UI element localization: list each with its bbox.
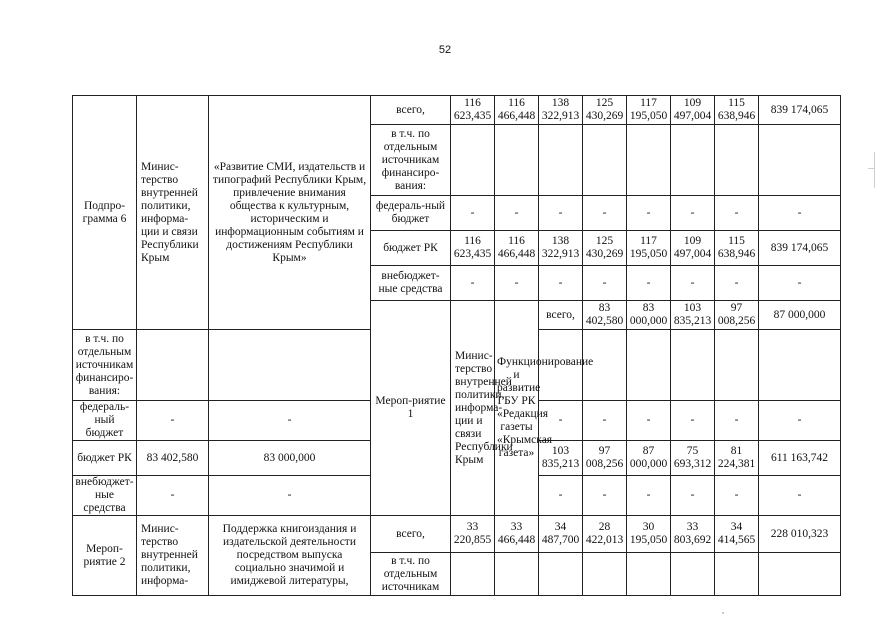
- dash-cell: -: [715, 196, 759, 231]
- description-cell: Поддержка книгоиздания и издательской деятельности посредством выпуска социально значимой и имиджевой литературы,: [209, 516, 371, 596]
- value-cell: 83 000,000: [627, 301, 671, 330]
- dash-cell: -: [451, 196, 495, 231]
- value-cell: 33 803,692: [671, 516, 715, 553]
- source-label-federal: федераль-ный бюджет: [73, 401, 137, 441]
- source-label-federal: федераль-ный бюджет: [371, 196, 451, 231]
- row-name-cell: Подпро-грамма 6: [73, 96, 137, 330]
- scan-edge-mark: [868, 168, 874, 169]
- dash-cell: -: [715, 401, 759, 441]
- scan-dust-dot: [722, 612, 724, 614]
- dash-cell: -: [539, 476, 583, 516]
- value-cell: 109 497,004: [671, 96, 715, 125]
- description-cell: «Развитие СМИ, издательств и типографий Республики Крым, привлечение внимания общества к культурным, историческим и информационным событиям и достижениям Республики Крым»: [209, 96, 371, 330]
- executor-cell: Минис-терство внутренней политики, информа-ции и связи Республики Крым: [451, 301, 495, 516]
- value-cell: 87 000,000: [627, 441, 671, 476]
- value-cell: 116 623,435: [451, 231, 495, 266]
- dash-cell: -: [495, 266, 539, 301]
- dash-cell: -: [627, 266, 671, 301]
- value-cell: 138 322,913: [539, 96, 583, 125]
- dash-cell: -: [759, 476, 841, 516]
- dash-cell: -: [759, 401, 841, 441]
- value-cell: 97 008,256: [715, 301, 759, 330]
- dash-cell: -: [715, 266, 759, 301]
- value-cell: 116 623,435: [451, 96, 495, 125]
- value-cell: 115 638,946: [715, 96, 759, 125]
- value-cell: 75 693,312: [671, 441, 715, 476]
- dash-cell: -: [209, 476, 371, 516]
- description-cell: Функционирование и развитие ГБУ РК «Редакция газеты «Крымская газета»: [495, 301, 539, 516]
- value-cell: 87 000,000: [759, 301, 841, 330]
- source-label-including: в т.ч. по отдельным источникам финансиро-вания:: [371, 125, 451, 196]
- executor-cell: Минис-терство внутренней политики, информа-: [137, 516, 209, 596]
- dash-cell: -: [495, 196, 539, 231]
- page-number: 52: [438, 44, 452, 56]
- value-cell: 611 163,742: [759, 441, 841, 476]
- row-name-cell: Мероп-риятие 1: [371, 301, 451, 516]
- dash-cell: -: [137, 476, 209, 516]
- value-cell: 34 487,700: [539, 516, 583, 553]
- scan-edge-mark: [874, 152, 875, 188]
- dash-cell: -: [539, 196, 583, 231]
- source-label-extra: внебюджет-ные средства: [371, 266, 451, 301]
- row-name-cell: Мероп-риятие 2: [73, 516, 137, 596]
- dash-cell: -: [671, 266, 715, 301]
- source-label-budget-rk: бюджет РК: [73, 441, 137, 476]
- value-cell: 839 174,065: [759, 96, 841, 125]
- value-cell: 81 224,381: [715, 441, 759, 476]
- dash-cell: -: [671, 476, 715, 516]
- dash-cell: -: [759, 266, 841, 301]
- dash-cell: -: [671, 196, 715, 231]
- dash-cell: -: [539, 266, 583, 301]
- source-label-extra: внебюджет-ные средства: [73, 476, 137, 516]
- financing-table: [72, 95, 841, 596]
- dash-cell: -: [715, 476, 759, 516]
- dash-cell: -: [627, 196, 671, 231]
- value-cell: 138 322,913: [539, 231, 583, 266]
- dash-cell: -: [627, 401, 671, 441]
- dash-cell: -: [209, 401, 371, 441]
- executor-cell: Минис-терство внутренней политики, информа-ции и связи Республики Крым: [137, 96, 209, 330]
- dash-cell: -: [539, 401, 583, 441]
- value-cell: 83 000,000: [209, 441, 371, 476]
- dash-cell: -: [671, 401, 715, 441]
- value-cell: 83 402,580: [583, 301, 627, 330]
- value-cell: 228 010,323: [759, 516, 841, 553]
- value-cell: 117 195,050: [627, 96, 671, 125]
- dash-cell: -: [451, 266, 495, 301]
- source-label-total: всего,: [371, 516, 451, 553]
- table-row: [73, 96, 841, 125]
- source-label-budget-rk: бюджет РК: [371, 231, 451, 266]
- table-row: [73, 516, 841, 553]
- source-label-total: всего,: [371, 96, 451, 125]
- dash-cell: -: [759, 196, 841, 231]
- value-cell: 103 835,213: [671, 301, 715, 330]
- value-cell: 116 466,448: [495, 231, 539, 266]
- value-cell: 103 835,213: [539, 441, 583, 476]
- dash-cell: -: [627, 476, 671, 516]
- value-cell: 28 422,013: [583, 516, 627, 553]
- value-cell: 117 195,050: [627, 231, 671, 266]
- dash-cell: -: [583, 266, 627, 301]
- source-label-including: в т.ч. по отдельным источникам: [371, 553, 451, 596]
- value-cell: 34 414,565: [715, 516, 759, 553]
- dash-cell: -: [583, 476, 627, 516]
- source-label-including: в т.ч. по отдельным источникам финансиро-вания:: [73, 330, 137, 401]
- dash-cell: -: [583, 401, 627, 441]
- value-cell: 839 174,065: [759, 231, 841, 266]
- value-cell: 33 220,855: [451, 516, 495, 553]
- value-cell: 97 008,256: [583, 441, 627, 476]
- value-cell: 33 466,448: [495, 516, 539, 553]
- dash-cell: -: [137, 401, 209, 441]
- value-cell: 109 497,004: [671, 231, 715, 266]
- value-cell: 125 430,269: [583, 96, 627, 125]
- dash-cell: -: [583, 196, 627, 231]
- value-cell: 115 638,946: [715, 231, 759, 266]
- value-cell: 30 195,050: [627, 516, 671, 553]
- value-cell: 116 466,448: [495, 96, 539, 125]
- value-cell: 125 430,269: [583, 231, 627, 266]
- value-cell: 83 402,580: [137, 441, 209, 476]
- source-label-total: всего,: [539, 301, 583, 330]
